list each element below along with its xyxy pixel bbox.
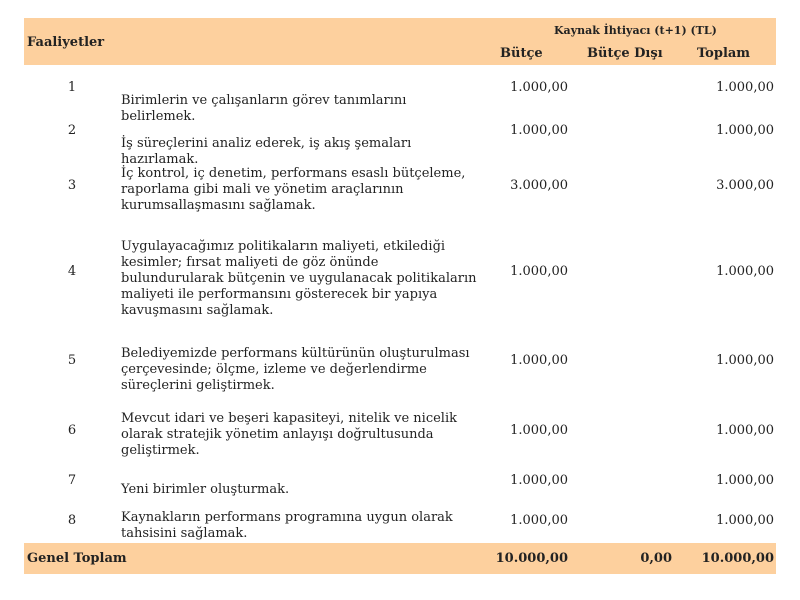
row-description: İç kontrol, iç denetim, performans esaslı bütçeleme, raporlama gibi mali ve yönetim araçlarının kurumsallaşmasını sağlamak.	[121, 166, 466, 213]
row-number: 1	[67, 80, 77, 95]
row-description: Kaynakların performans programına uygun olarak tahsisini sağlamak.	[121, 510, 453, 541]
row-butce: 1.000,00	[510, 473, 568, 488]
row-number: 6	[67, 423, 77, 438]
header-kaynak-ihtiyaci: Kaynak İhtiyacı (t+1) (TL)	[554, 24, 717, 37]
row-number: 7	[67, 473, 77, 488]
header-butce-disi: Bütçe Dışı	[587, 46, 663, 61]
row-number: 8	[67, 513, 77, 528]
table-footer-total	[24, 543, 776, 574]
row-toplam: 1.000,00	[716, 423, 774, 438]
row-number: 3	[67, 178, 77, 193]
row-toplam: 1.000,00	[716, 264, 774, 279]
row-description: Birimlerin ve çalışanların görev tanımlarını belirlemek.	[121, 93, 407, 124]
row-butce: 3.000,00	[510, 178, 568, 193]
footer-butce-disi: 0,00	[640, 551, 672, 566]
row-number: 5	[67, 353, 77, 368]
row-description: Yeni birimler oluşturmak.	[121, 482, 290, 497]
row-toplam: 1.000,00	[716, 473, 774, 488]
footer-label: Genel Toplam	[27, 551, 127, 566]
row-number: 4	[67, 264, 77, 279]
row-description: Mevcut idari ve beşeri kapasiteyi, nitelik ve nicelik olarak stratejik yönetim anlayışı doğrultusunda geliştirmek.	[121, 411, 458, 458]
row-toplam: 1.000,00	[716, 80, 774, 95]
row-butce: 1.000,00	[510, 123, 568, 138]
footer-toplam: 10.000,00	[701, 551, 774, 566]
row-description: Belediyemizde performans kültürünün oluşturulması çerçevesinde; ölçme, izleme ve değerlendirme süreçlerini geliştirmek.	[121, 346, 470, 393]
row-butce: 1.000,00	[510, 513, 568, 528]
row-description: Uygulayacağımız politikaların maliyeti, etkilediği kesimler; fırsat maliyeti de göz önünde bulundurularak bütçenin ve uygulanacak politikaların maliyeti ile performansını gösterecek bir yapıya kavuşmasını sağlamak.	[121, 239, 477, 318]
row-number: 2	[67, 123, 77, 138]
header-toplam: Toplam	[697, 46, 751, 61]
row-description: İş süreçlerini analiz ederek, iş akış şemaları hazırlamak.	[121, 136, 412, 167]
header-butce: Bütçe	[500, 46, 543, 61]
footer-butce: 10.000,00	[495, 551, 568, 566]
row-toplam: 1.000,00	[716, 123, 774, 138]
table-header	[24, 18, 776, 65]
row-toplam: 1.000,00	[716, 353, 774, 368]
row-toplam: 1.000,00	[716, 513, 774, 528]
row-butce: 1.000,00	[510, 80, 568, 95]
row-butce: 1.000,00	[510, 264, 568, 279]
header-faaliyetler: Faaliyetler	[27, 35, 105, 50]
row-butce: 1.000,00	[510, 353, 568, 368]
row-butce: 1.000,00	[510, 423, 568, 438]
row-toplam: 3.000,00	[716, 178, 774, 193]
